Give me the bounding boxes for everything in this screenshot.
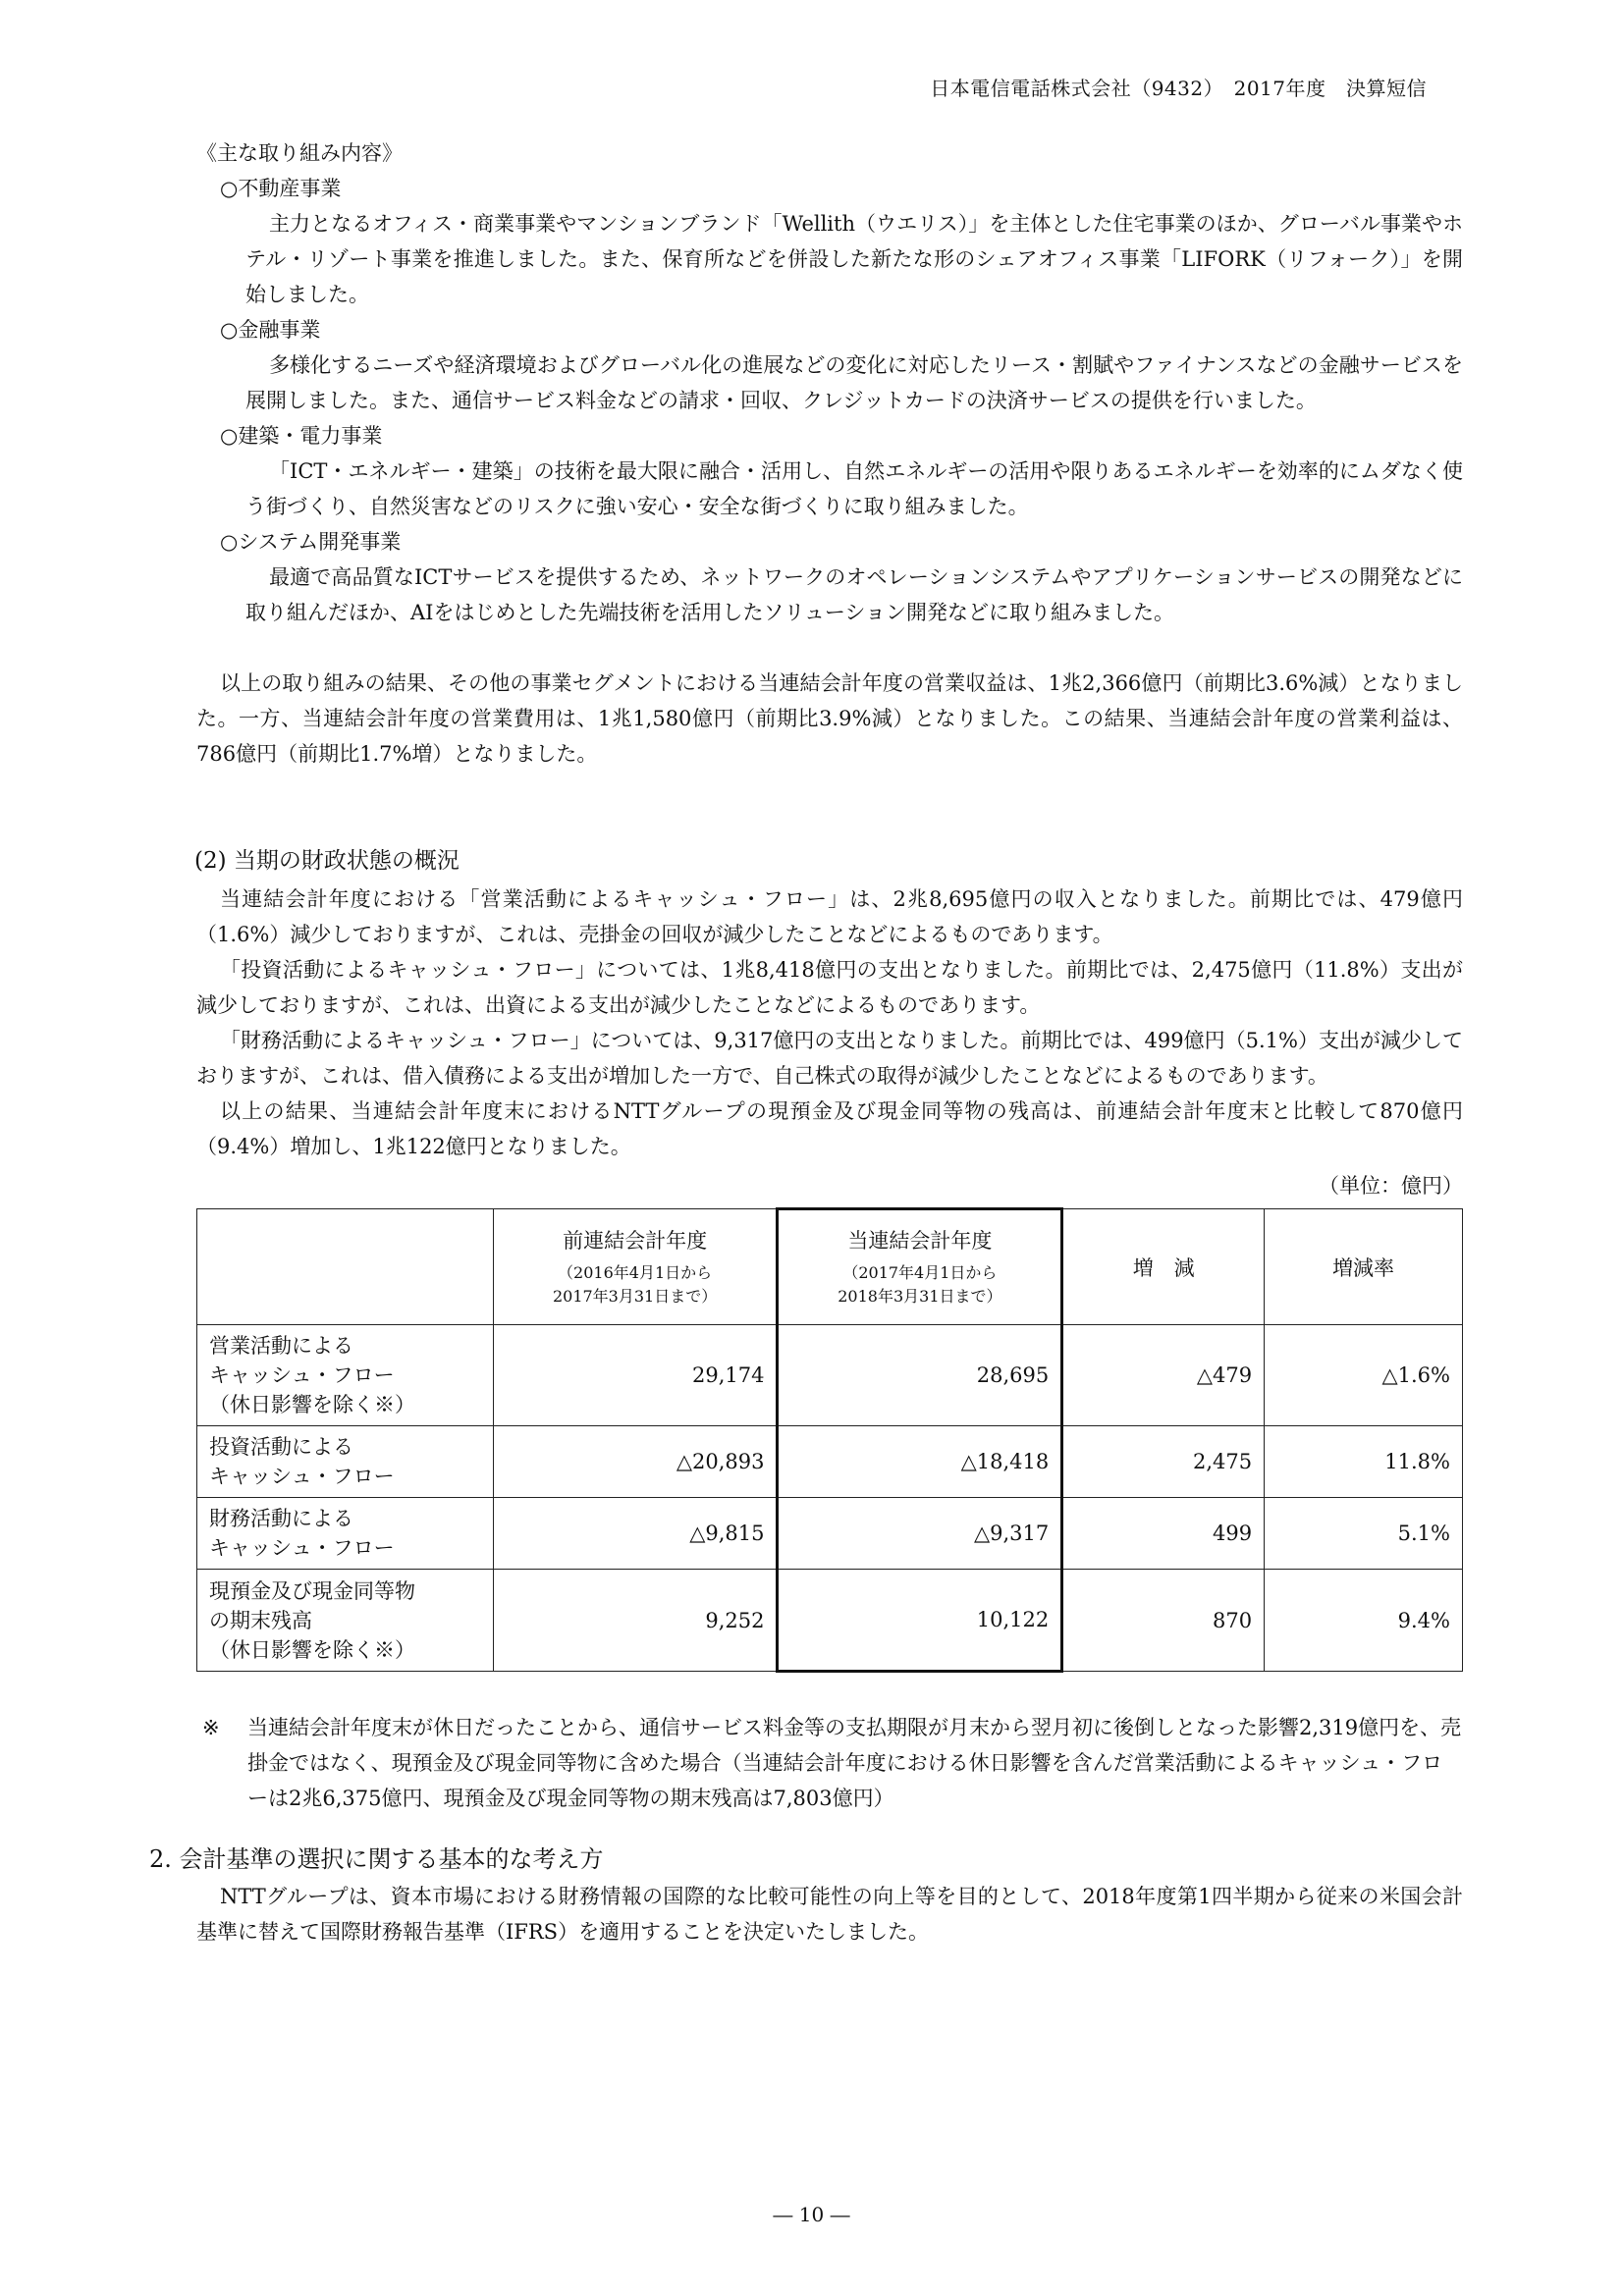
initiatives-label: 《主な取り組み内容》 [196,141,403,165]
initiative-title-real-estate: ○不動産事業 [220,177,342,200]
header-curr-period-end: 2018年3月31日まで） [838,1287,1002,1306]
header-prev-year [493,1209,778,1325]
row-label-note: （休日影響を除く※） [209,1393,415,1416]
table-row [197,1498,1463,1570]
page-body [149,135,1463,1949]
accounting-standard-text: NTTグループは、資本市場における財務情報の国際的な比較可能性の向上等を目的として、2018年度第1四半期から従来の米国会計基準に替えて国際財務報告基準（IFRS）を適用することを決定いたしました。 [196,1885,1463,1944]
table-row [197,1570,1463,1672]
row-label-line: 財務活動による [209,1507,353,1530]
header-prev-label: 前連結会計年度 [563,1228,708,1253]
cell-prev: 9,252 [493,1570,778,1672]
header-curr-period-start: （2017年4月1日から [842,1263,998,1282]
initiative-title-system: ○システム開発事業 [220,530,402,554]
cell-change: △479 [1062,1325,1265,1426]
row-label [197,1426,494,1498]
note-mark: ※ [202,1716,220,1739]
header-curr-label: 当連結会計年度 [847,1229,993,1253]
initiative-text-real-estate: 主力となるオフィス・商業事業やマンションブランド「Wellith（ウエリス）」を主体とした住宅事業のほか、グローバル事業やホテル・リゾート事業を推進しました。また、保育所などを併設した新たな形のシェアオフィス事業「LIFORK（リフォーク）」を開始しました。 [245,212,1463,306]
header-curr-period [790,1261,1049,1308]
initiative-title-finance: ○金融事業 [220,318,321,342]
initiative-title-construction: ○建築・電力事業 [220,424,383,448]
cell-change: 2,475 [1062,1426,1265,1498]
row-label-line: 営業活動による [209,1334,353,1358]
initiative-text-construction: 「ICT・エネルギー・建築」の技術を最大限に融合・活用し、自然エネルギーの活用や限りあるエネルギーを効率的にムダなく使う街づくり、自然災害などのリスクに強い安心・安全な街づくりに取り組みました。 [245,459,1463,518]
header-blank [197,1209,494,1325]
row-label-line: キャッシュ・フロー [209,1536,395,1560]
cell-prev: △20,893 [493,1426,778,1498]
cell-curr: △9,317 [778,1498,1062,1570]
financing-cf-paragraph: 「財務活動によるキャッシュ・フロー」については、9,317億円の支出となりました。前期比では、499億円（5.1%）支出が減少しておりますが、これは、借入債務による支出が増加した一方で、自己株式の取得が減少したことなどによるものであります。 [196,1029,1463,1088]
segment-summary: 以上の取り組みの結果、その他の事業セグメントにおける当連結会計年度の営業収益は、1兆2,366億円（前期比3.6%減）となりました。一方、当連結会計年度の営業費用は、1兆1,580億円（前期比3.9%減）となりました。この結果、当連結会計年度の営業利益は、786億円（前期比1.7%増）となりました。 [196,671,1463,766]
row-label [197,1570,494,1672]
table-unit: （単位：億円） [1319,1174,1463,1198]
investing-cf-paragraph: 「投資活動によるキャッシュ・フロー」については、1兆8,418億円の支出となりました。前期比では、2,475億円（11.8%）支出が減少しておりますが、これは、出資による支出が減少したことなどによるものであります。 [196,958,1463,1017]
header-prev-period [506,1261,765,1308]
row-label-line: キャッシュ・フロー [209,1363,395,1387]
cash-balance-paragraph: 以上の結果、当連結会計年度末におけるNTTグループの現預金及び現金同等物の残高は、前連結会計年度末と比較して870億円（9.4%）増加し、1兆122億円となりました。 [196,1099,1463,1158]
document-header: 日本電信電話株式会社（9432） 2017年度 決算短信 [930,77,1427,100]
cash-flow-table [196,1207,1463,1673]
cell-curr: 28,695 [778,1325,1062,1426]
cell-rate: △1.6% [1265,1325,1463,1426]
table-row [197,1426,1463,1498]
cell-curr: 10,122 [778,1570,1062,1672]
accounting-standard-title: 2. 会計基準の選択に関する基本的な考え方 [149,1845,604,1873]
header-prev-period-start: （2016年4月1日から [558,1262,713,1282]
row-label-line: 現預金及び現金同等物 [209,1578,415,1603]
holiday-effect-note [196,1710,1463,1816]
note-text: 当連結会計年度末が休日だったことから、通信サービス料金等の支払期限が月末から翌月初に後倒しとなった影響2,319億円を、売掛金ではなく、現預金及び現金同等物に含めた場合（当連結会計年度における休日影響を含んだ営業活動によるキャッシュ・フローは2兆6,375億円、現預金及び現金同等物の期末残高は7,803億円） [247,1716,1462,1810]
cell-prev: 29,174 [493,1325,778,1426]
cell-rate: 9.4% [1265,1570,1463,1672]
operating-cf-paragraph: 当連結会計年度における「営業活動によるキャッシュ・フロー」は、2兆8,695億円の収入となりました。前期比では、479億円（1.6%）減少しておりますが、これは、売掛金の回収が減少したことなどによるものであります。 [196,887,1463,946]
row-label-line: 投資活動による [209,1435,353,1459]
initiative-text-system: 最適で高品質なICTサービスを提供するため、ネットワークのオペレーションシステムやアプリケーションサービスの開発などに取り組んだほか、AIをはじめとした先端技術を活用したソリューション開発などに取り組みました。 [245,565,1463,624]
header-rate: 増減率 [1265,1209,1463,1325]
cell-prev: △9,815 [493,1498,778,1570]
row-label-line: の期末残高 [209,1608,312,1632]
initiative-text-finance: 多様化するニーズや経済環境およびグローバル化の進展などの変化に対応したリース・割賦やファイナンスなどの金融サービスを展開しました。また、通信サービス料金などの請求・回収、クレジットカードの決済サービスの提供を行いました。 [245,353,1463,412]
header-change: 増 減 [1062,1209,1265,1325]
cell-change: 499 [1062,1498,1265,1570]
cell-rate: 5.1% [1265,1498,1463,1570]
row-label-line: キャッシュ・フロー [209,1465,395,1488]
cell-rate: 11.8% [1265,1426,1463,1498]
financial-position-title: (2) 当期の財政状態の概況 [194,848,460,874]
header-prev-period-end: 2017年3月31日まで） [552,1286,718,1306]
page-number: ― 10 ― [773,2203,850,2226]
table-header-row [197,1209,1463,1325]
header-current-year [778,1209,1062,1325]
table-row [197,1325,1463,1426]
cell-curr: △18,418 [778,1426,1062,1498]
cell-change: 870 [1062,1570,1265,1672]
row-label [197,1325,494,1426]
row-label [197,1498,494,1570]
row-label-note: （休日影響を除く※） [209,1637,415,1662]
